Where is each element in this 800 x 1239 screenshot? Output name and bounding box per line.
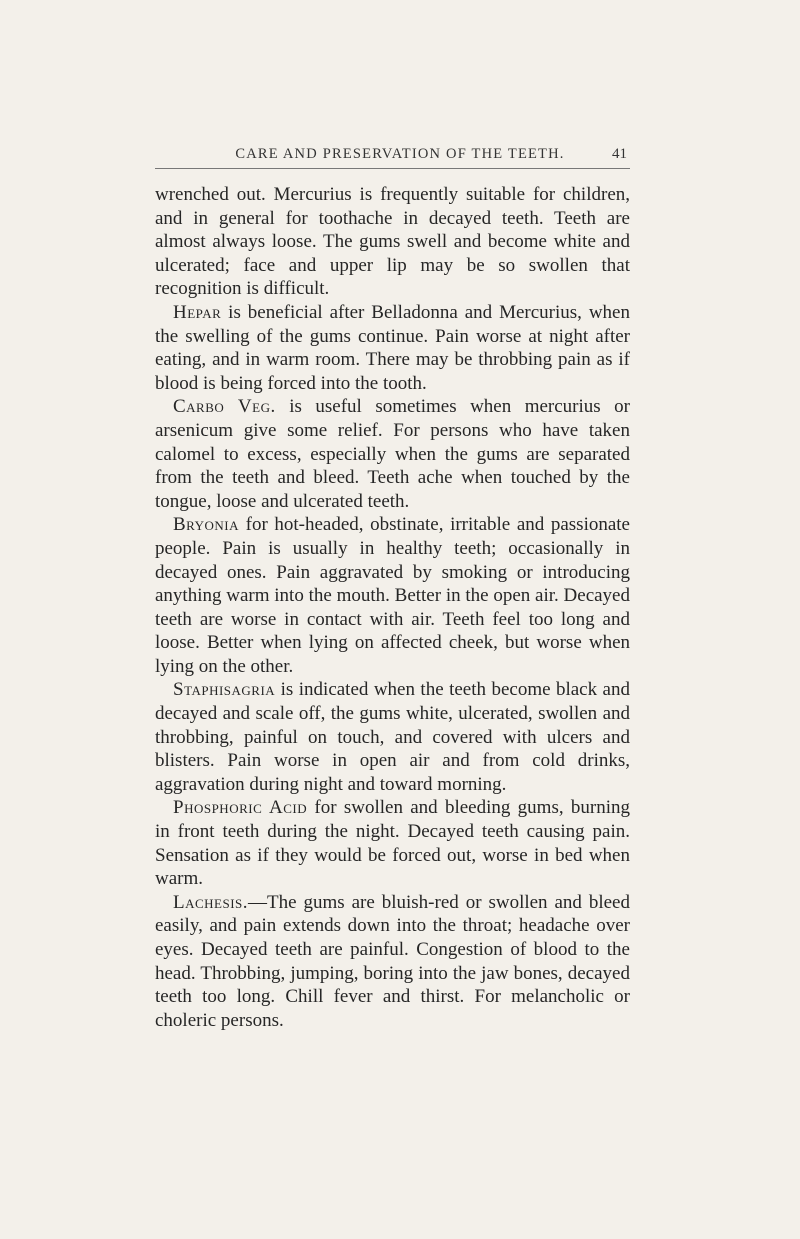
paragraph-phosphoric-acid [155, 796, 630, 890]
paragraph-lachesis [155, 891, 630, 1033]
remedy-name-bryonia: Bryonia [173, 514, 240, 536]
paragraph-text: —The gums are bluish-red or swollen and bleed easily, and pain extends down into the throat; headache over eyes. Decayed teeth are painful. Congestion of blood to the head. Throbbing, jumping, boring into the jaw bones, decayed teeth too long. Chill fever and thirst. For melancholic or choleric persons. [155, 891, 630, 1031]
body-text [155, 183, 630, 1032]
header-rule [155, 168, 630, 169]
paragraph-text: is useful sometimes when mercurius or arsenicum give some relief. For persons who have taken calomel to excess, especially when the gums are separated from the teeth and bleed. Teeth ache when touched by the tongue, loose and ulcerated teeth. [155, 396, 630, 512]
paragraph-bryonia [155, 513, 630, 678]
page-number: 41 [612, 146, 627, 162]
paragraph-text: is indicated when the teeth become black and decayed and scale off, the gums white, ulcerated, swollen and throbbing, painful on touch, and covered with ulcers and blisters. Pain worse in open air and from cold drinks, aggravation during night and toward morning. [155, 679, 630, 795]
remedy-name-hepar: Hepar [173, 301, 222, 323]
remedy-name-phosphoric-acid: Phosphoric Acid [173, 797, 308, 819]
remedy-name-staphisagria: Staphisagria [173, 679, 276, 701]
paragraph-text: for hot-headed, obstinate, irritable and passionate people. Pain is usually in healthy teeth; occasionally in decayed ones. Pain aggravated by smoking or introducing anything warm into the mouth. Better in the open air. Decayed teeth are worse in contact with air. Teeth feel too long and loose. Better when lying on affected cheek, but worse when lying on the other. [155, 514, 630, 677]
running-head: CARE AND PRESERVATION OF THE TEETH. [235, 146, 565, 162]
paragraph-text: wrenched out. Mercurius is frequently suitable for children, and in general for toothache in decayed teeth. Teeth are almost always loose. The gums swell and become white and ulcerated; face and upper lip may be so swollen that recognition is difficult. [155, 184, 630, 300]
remedy-name-lachesis: Lachesis. [173, 891, 249, 913]
remedy-name-carbo-veg: Carbo Veg. [173, 396, 276, 418]
paragraph-staphisagria [155, 678, 630, 796]
paragraph-text: is beneficial after Belladonna and Mercurius, when the swelling of the gums continue. Pain worse at night after eating, and in warm room. There may be throbbing pain as if blood is being forced into the tooth. [155, 301, 630, 394]
paragraph-carbo-veg [155, 395, 630, 513]
paragraph-text: for swollen and bleeding gums, burning in front teeth during the night. Decayed teeth causing pain. Sensation as if they would be forced out, worse in bed when warm. [155, 797, 630, 890]
paragraph-continuation [155, 183, 630, 301]
paragraph-hepar [155, 301, 630, 395]
